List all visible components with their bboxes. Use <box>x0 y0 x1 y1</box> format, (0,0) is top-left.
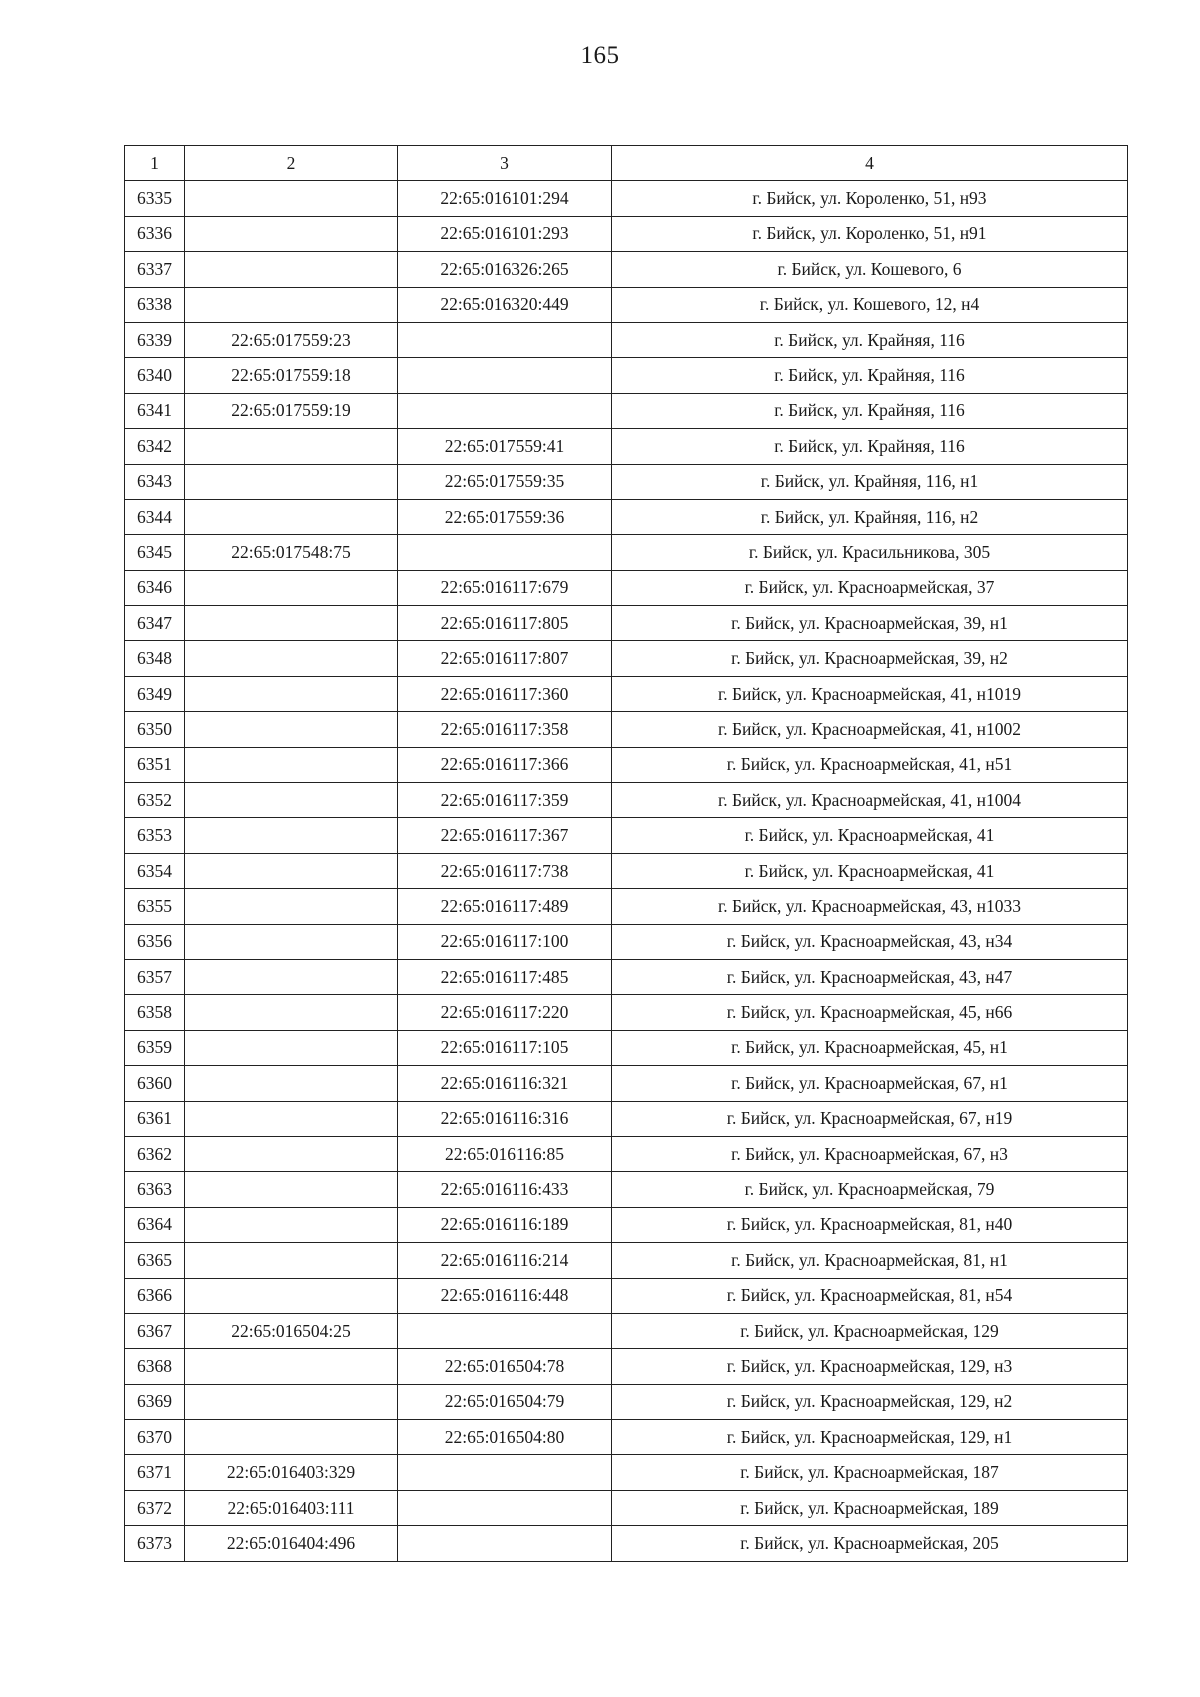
address-cell: г. Бийск, ул. Красноармейская, 45, н1 <box>612 1030 1128 1065</box>
cadastral-number-alt-cell <box>398 1490 612 1525</box>
cadastral-number-alt-cell <box>398 1313 612 1348</box>
cadastral-number-alt-cell: 22:65:016101:294 <box>398 181 612 216</box>
table-row <box>125 1384 1128 1419</box>
table-row <box>125 252 1128 287</box>
cadastral-number-alt-cell: 22:65:016116:433 <box>398 1172 612 1207</box>
address-cell: г. Бийск, ул. Красноармейская, 67, н19 <box>612 1101 1128 1136</box>
table-row <box>125 181 1128 216</box>
table-row <box>125 1420 1128 1455</box>
cadastral-number-cell <box>185 1243 398 1278</box>
row-number-cell: 6352 <box>125 783 185 818</box>
address-cell: г. Бийск, ул. Крайняя, 116 <box>612 429 1128 464</box>
cadastral-number-alt-cell: 22:65:016504:79 <box>398 1384 612 1419</box>
cadastral-number-cell <box>185 181 398 216</box>
cadastral-number-cell <box>185 783 398 818</box>
table-row <box>125 676 1128 711</box>
cadastral-number-cell <box>185 641 398 676</box>
address-cell: г. Бийск, ул. Красноармейская, 81, н1 <box>612 1243 1128 1278</box>
address-cell: г. Бийск, ул. Красноармейская, 43, н34 <box>612 924 1128 959</box>
cadastral-number-alt-cell <box>398 322 612 357</box>
cadastral-number-alt-cell: 22:65:016504:78 <box>398 1349 612 1384</box>
cadastral-number-cell <box>185 464 398 499</box>
row-number-cell: 6366 <box>125 1278 185 1313</box>
table-row <box>125 1207 1128 1242</box>
row-number-cell: 6339 <box>125 322 185 357</box>
table-row <box>125 1243 1128 1278</box>
table-row <box>125 1349 1128 1384</box>
cadastral-number-cell <box>185 853 398 888</box>
table-row <box>125 464 1128 499</box>
cadastral-number-alt-cell: 22:65:016116:85 <box>398 1136 612 1171</box>
cadastral-number-cell <box>185 1101 398 1136</box>
cadastral-number-alt-cell <box>398 1455 612 1490</box>
column-header-4: 4 <box>612 146 1128 181</box>
cadastral-number-cell: 22:65:016403:111 <box>185 1490 398 1525</box>
address-cell: г. Бийск, ул. Красноармейская, 67, н1 <box>612 1066 1128 1101</box>
cadastral-number-cell: 22:65:017548:75 <box>185 535 398 570</box>
table-row <box>125 818 1128 853</box>
row-number-cell: 6359 <box>125 1030 185 1065</box>
cadastral-number-cell <box>185 570 398 605</box>
cadastral-number-cell <box>185 1207 398 1242</box>
address-cell: г. Бийск, ул. Красноармейская, 41, н1002 <box>612 712 1128 747</box>
cadastral-number-cell <box>185 1030 398 1065</box>
address-cell: г. Бийск, ул. Кошевого, 12, н4 <box>612 287 1128 322</box>
table-row <box>125 358 1128 393</box>
address-cell: г. Бийск, ул. Красноармейская, 45, н66 <box>612 995 1128 1030</box>
table-row <box>125 747 1128 782</box>
cadastral-number-alt-cell: 22:65:016117:220 <box>398 995 612 1030</box>
cadastral-number-alt-cell: 22:65:016117:100 <box>398 924 612 959</box>
row-number-cell: 6354 <box>125 853 185 888</box>
row-number-cell: 6335 <box>125 181 185 216</box>
cadastral-number-alt-cell: 22:65:016117:489 <box>398 889 612 924</box>
table-row <box>125 1136 1128 1171</box>
cadastral-number-cell: 22:65:017559:19 <box>185 393 398 428</box>
row-number-cell: 6362 <box>125 1136 185 1171</box>
row-number-cell: 6344 <box>125 499 185 534</box>
cadastral-number-cell <box>185 1066 398 1101</box>
table-row <box>125 1172 1128 1207</box>
table-row <box>125 712 1128 747</box>
row-number-cell: 6348 <box>125 641 185 676</box>
table-row <box>125 783 1128 818</box>
table-row <box>125 216 1128 251</box>
row-number-cell: 6345 <box>125 535 185 570</box>
cadastral-number-alt-cell: 22:65:016504:80 <box>398 1420 612 1455</box>
cadastral-number-cell <box>185 924 398 959</box>
address-cell: г. Бийск, ул. Красноармейская, 41 <box>612 818 1128 853</box>
cadastral-number-cell: 22:65:017559:18 <box>185 358 398 393</box>
cadastral-number-alt-cell: 22:65:016117:366 <box>398 747 612 782</box>
row-number-cell: 6361 <box>125 1101 185 1136</box>
row-number-cell: 6360 <box>125 1066 185 1101</box>
address-cell: г. Бийск, ул. Короленко, 51, н91 <box>612 216 1128 251</box>
row-number-cell: 6351 <box>125 747 185 782</box>
cadastral-number-alt-cell <box>398 393 612 428</box>
cadastral-number-cell <box>185 1420 398 1455</box>
cadastral-number-cell <box>185 606 398 641</box>
table-row <box>125 1455 1128 1490</box>
cadastral-number-alt-cell: 22:65:016117:359 <box>398 783 612 818</box>
row-number-cell: 6357 <box>125 959 185 994</box>
address-cell: г. Бийск, ул. Красноармейская, 43, н47 <box>612 959 1128 994</box>
cadastral-number-cell: 22:65:016504:25 <box>185 1313 398 1348</box>
cadastral-number-cell <box>185 676 398 711</box>
row-number-cell: 6337 <box>125 252 185 287</box>
address-cell: г. Бийск, ул. Красноармейская, 129 <box>612 1313 1128 1348</box>
column-header-1: 1 <box>125 146 185 181</box>
address-cell: г. Бийск, ул. Красноармейская, 129, н2 <box>612 1384 1128 1419</box>
cadastral-number-alt-cell: 22:65:016320:449 <box>398 287 612 322</box>
cadastral-number-cell <box>185 287 398 322</box>
cadastral-number-alt-cell: 22:65:016117:738 <box>398 853 612 888</box>
address-cell: г. Бийск, ул. Красноармейская, 37 <box>612 570 1128 605</box>
cadastral-number-cell: 22:65:016403:329 <box>185 1455 398 1490</box>
table-row <box>125 1490 1128 1525</box>
address-cell: г. Бийск, ул. Красноармейская, 205 <box>612 1526 1128 1561</box>
address-cell: г. Бийск, ул. Красноармейская, 79 <box>612 1172 1128 1207</box>
row-number-cell: 6370 <box>125 1420 185 1455</box>
cadastral-number-cell <box>185 995 398 1030</box>
address-cell: г. Бийск, ул. Красильникова, 305 <box>612 535 1128 570</box>
address-cell: г. Бийск, ул. Крайняя, 116 <box>612 393 1128 428</box>
row-number-cell: 6358 <box>125 995 185 1030</box>
row-number-cell: 6341 <box>125 393 185 428</box>
address-cell: г. Бийск, ул. Короленко, 51, н93 <box>612 181 1128 216</box>
table-row <box>125 1278 1128 1313</box>
cadastral-number-cell <box>185 959 398 994</box>
row-number-cell: 6364 <box>125 1207 185 1242</box>
row-number-cell: 6347 <box>125 606 185 641</box>
address-cell: г. Бийск, ул. Красноармейская, 81, н54 <box>612 1278 1128 1313</box>
cadastral-number-alt-cell: 22:65:016117:360 <box>398 676 612 711</box>
address-cell: г. Бийск, ул. Крайняя, 116 <box>612 322 1128 357</box>
table-row <box>125 393 1128 428</box>
table-row <box>125 429 1128 464</box>
cadastral-number-alt-cell: 22:65:016117:679 <box>398 570 612 605</box>
table-row <box>125 606 1128 641</box>
table-row <box>125 853 1128 888</box>
row-number-cell: 6343 <box>125 464 185 499</box>
page-number: 165 <box>580 42 620 69</box>
cadastral-number-alt-cell: 22:65:016117:805 <box>398 606 612 641</box>
table-header <box>125 146 1128 181</box>
row-number-cell: 6342 <box>125 429 185 464</box>
address-cell: г. Бийск, ул. Красноармейская, 41 <box>612 853 1128 888</box>
address-cell: г. Бийск, ул. Красноармейская, 67, н3 <box>612 1136 1128 1171</box>
table-row <box>125 1101 1128 1136</box>
cadastral-number-alt-cell: 22:65:016116:214 <box>398 1243 612 1278</box>
row-number-cell: 6340 <box>125 358 185 393</box>
address-cell: г. Бийск, ул. Красноармейская, 129, н3 <box>612 1349 1128 1384</box>
table-row <box>125 1526 1128 1561</box>
address-cell: г. Бийск, ул. Красноармейская, 41, н51 <box>612 747 1128 782</box>
cadastral-number-cell <box>185 889 398 924</box>
cadastral-number-cell <box>185 1136 398 1171</box>
address-cell: г. Бийск, ул. Красноармейская, 81, н40 <box>612 1207 1128 1242</box>
table-row <box>125 1030 1128 1065</box>
header-row <box>125 146 1128 181</box>
address-cell: г. Бийск, ул. Кошевого, 6 <box>612 252 1128 287</box>
registry-table <box>124 145 1128 1562</box>
column-header-2: 2 <box>185 146 398 181</box>
address-cell: г. Бийск, ул. Крайняя, 116, н1 <box>612 464 1128 499</box>
cadastral-number-alt-cell: 22:65:016116:321 <box>398 1066 612 1101</box>
address-cell: г. Бийск, ул. Красноармейская, 189 <box>612 1490 1128 1525</box>
cadastral-number-alt-cell: 22:65:016117:367 <box>398 818 612 853</box>
cadastral-number-cell <box>185 1349 398 1384</box>
table-row <box>125 641 1128 676</box>
cadastral-number-alt-cell: 22:65:017559:41 <box>398 429 612 464</box>
cadastral-number-cell: 22:65:017559:23 <box>185 322 398 357</box>
address-cell: г. Бийск, ул. Крайняя, 116, н2 <box>612 499 1128 534</box>
address-cell: г. Бийск, ул. Красноармейская, 43, н1033 <box>612 889 1128 924</box>
row-number-cell: 6346 <box>125 570 185 605</box>
cadastral-number-alt-cell: 22:65:016116:316 <box>398 1101 612 1136</box>
column-header-3: 3 <box>398 146 612 181</box>
row-number-cell: 6336 <box>125 216 185 251</box>
row-number-cell: 6371 <box>125 1455 185 1490</box>
cadastral-number-alt-cell: 22:65:016116:448 <box>398 1278 612 1313</box>
cadastral-number-cell <box>185 747 398 782</box>
row-number-cell: 6353 <box>125 818 185 853</box>
table-row <box>125 959 1128 994</box>
address-cell: г. Бийск, ул. Красноармейская, 39, н1 <box>612 606 1128 641</box>
address-cell: г. Бийск, ул. Красноармейская, 39, н2 <box>612 641 1128 676</box>
table-row <box>125 499 1128 534</box>
table-row <box>125 889 1128 924</box>
table-row <box>125 570 1128 605</box>
cadastral-number-cell <box>185 252 398 287</box>
cadastral-number-cell <box>185 429 398 464</box>
row-number-cell: 6367 <box>125 1313 185 1348</box>
address-cell: г. Бийск, ул. Красноармейская, 41, н1004 <box>612 783 1128 818</box>
row-number-cell: 6356 <box>125 924 185 959</box>
address-cell: г. Бийск, ул. Красноармейская, 41, н1019 <box>612 676 1128 711</box>
cadastral-number-alt-cell: 22:65:016326:265 <box>398 252 612 287</box>
cadastral-number-cell <box>185 216 398 251</box>
cadastral-number-alt-cell: 22:65:017559:36 <box>398 499 612 534</box>
row-number-cell: 6349 <box>125 676 185 711</box>
row-number-cell: 6365 <box>125 1243 185 1278</box>
cadastral-number-alt-cell: 22:65:016117:358 <box>398 712 612 747</box>
cadastral-number-alt-cell <box>398 535 612 570</box>
table-row <box>125 1313 1128 1348</box>
table-row <box>125 322 1128 357</box>
row-number-cell: 6373 <box>125 1526 185 1561</box>
address-cell: г. Бийск, ул. Красноармейская, 187 <box>612 1455 1128 1490</box>
table-row <box>125 535 1128 570</box>
cadastral-number-cell <box>185 712 398 747</box>
row-number-cell: 6338 <box>125 287 185 322</box>
row-number-cell: 6363 <box>125 1172 185 1207</box>
row-number-cell: 6368 <box>125 1349 185 1384</box>
row-number-cell: 6355 <box>125 889 185 924</box>
table-body <box>125 181 1128 1561</box>
table-row <box>125 287 1128 322</box>
cadastral-number-cell <box>185 1172 398 1207</box>
table-row <box>125 1066 1128 1101</box>
cadastral-number-cell <box>185 1278 398 1313</box>
cadastral-number-alt-cell: 22:65:017559:35 <box>398 464 612 499</box>
cadastral-number-alt-cell <box>398 358 612 393</box>
cadastral-number-cell <box>185 499 398 534</box>
cadastral-number-alt-cell: 22:65:016117:105 <box>398 1030 612 1065</box>
cadastral-number-alt-cell: 22:65:016117:807 <box>398 641 612 676</box>
row-number-cell: 6372 <box>125 1490 185 1525</box>
cadastral-number-alt-cell <box>398 1526 612 1561</box>
cadastral-number-alt-cell: 22:65:016117:485 <box>398 959 612 994</box>
cadastral-number-cell <box>185 1384 398 1419</box>
table-row <box>125 995 1128 1030</box>
address-cell: г. Бийск, ул. Крайняя, 116 <box>612 358 1128 393</box>
cadastral-number-alt-cell: 22:65:016116:189 <box>398 1207 612 1242</box>
table-row <box>125 924 1128 959</box>
row-number-cell: 6369 <box>125 1384 185 1419</box>
address-cell: г. Бийск, ул. Красноармейская, 129, н1 <box>612 1420 1128 1455</box>
cadastral-number-alt-cell: 22:65:016101:293 <box>398 216 612 251</box>
cadastral-number-cell <box>185 818 398 853</box>
row-number-cell: 6350 <box>125 712 185 747</box>
cadastral-number-cell: 22:65:016404:496 <box>185 1526 398 1561</box>
